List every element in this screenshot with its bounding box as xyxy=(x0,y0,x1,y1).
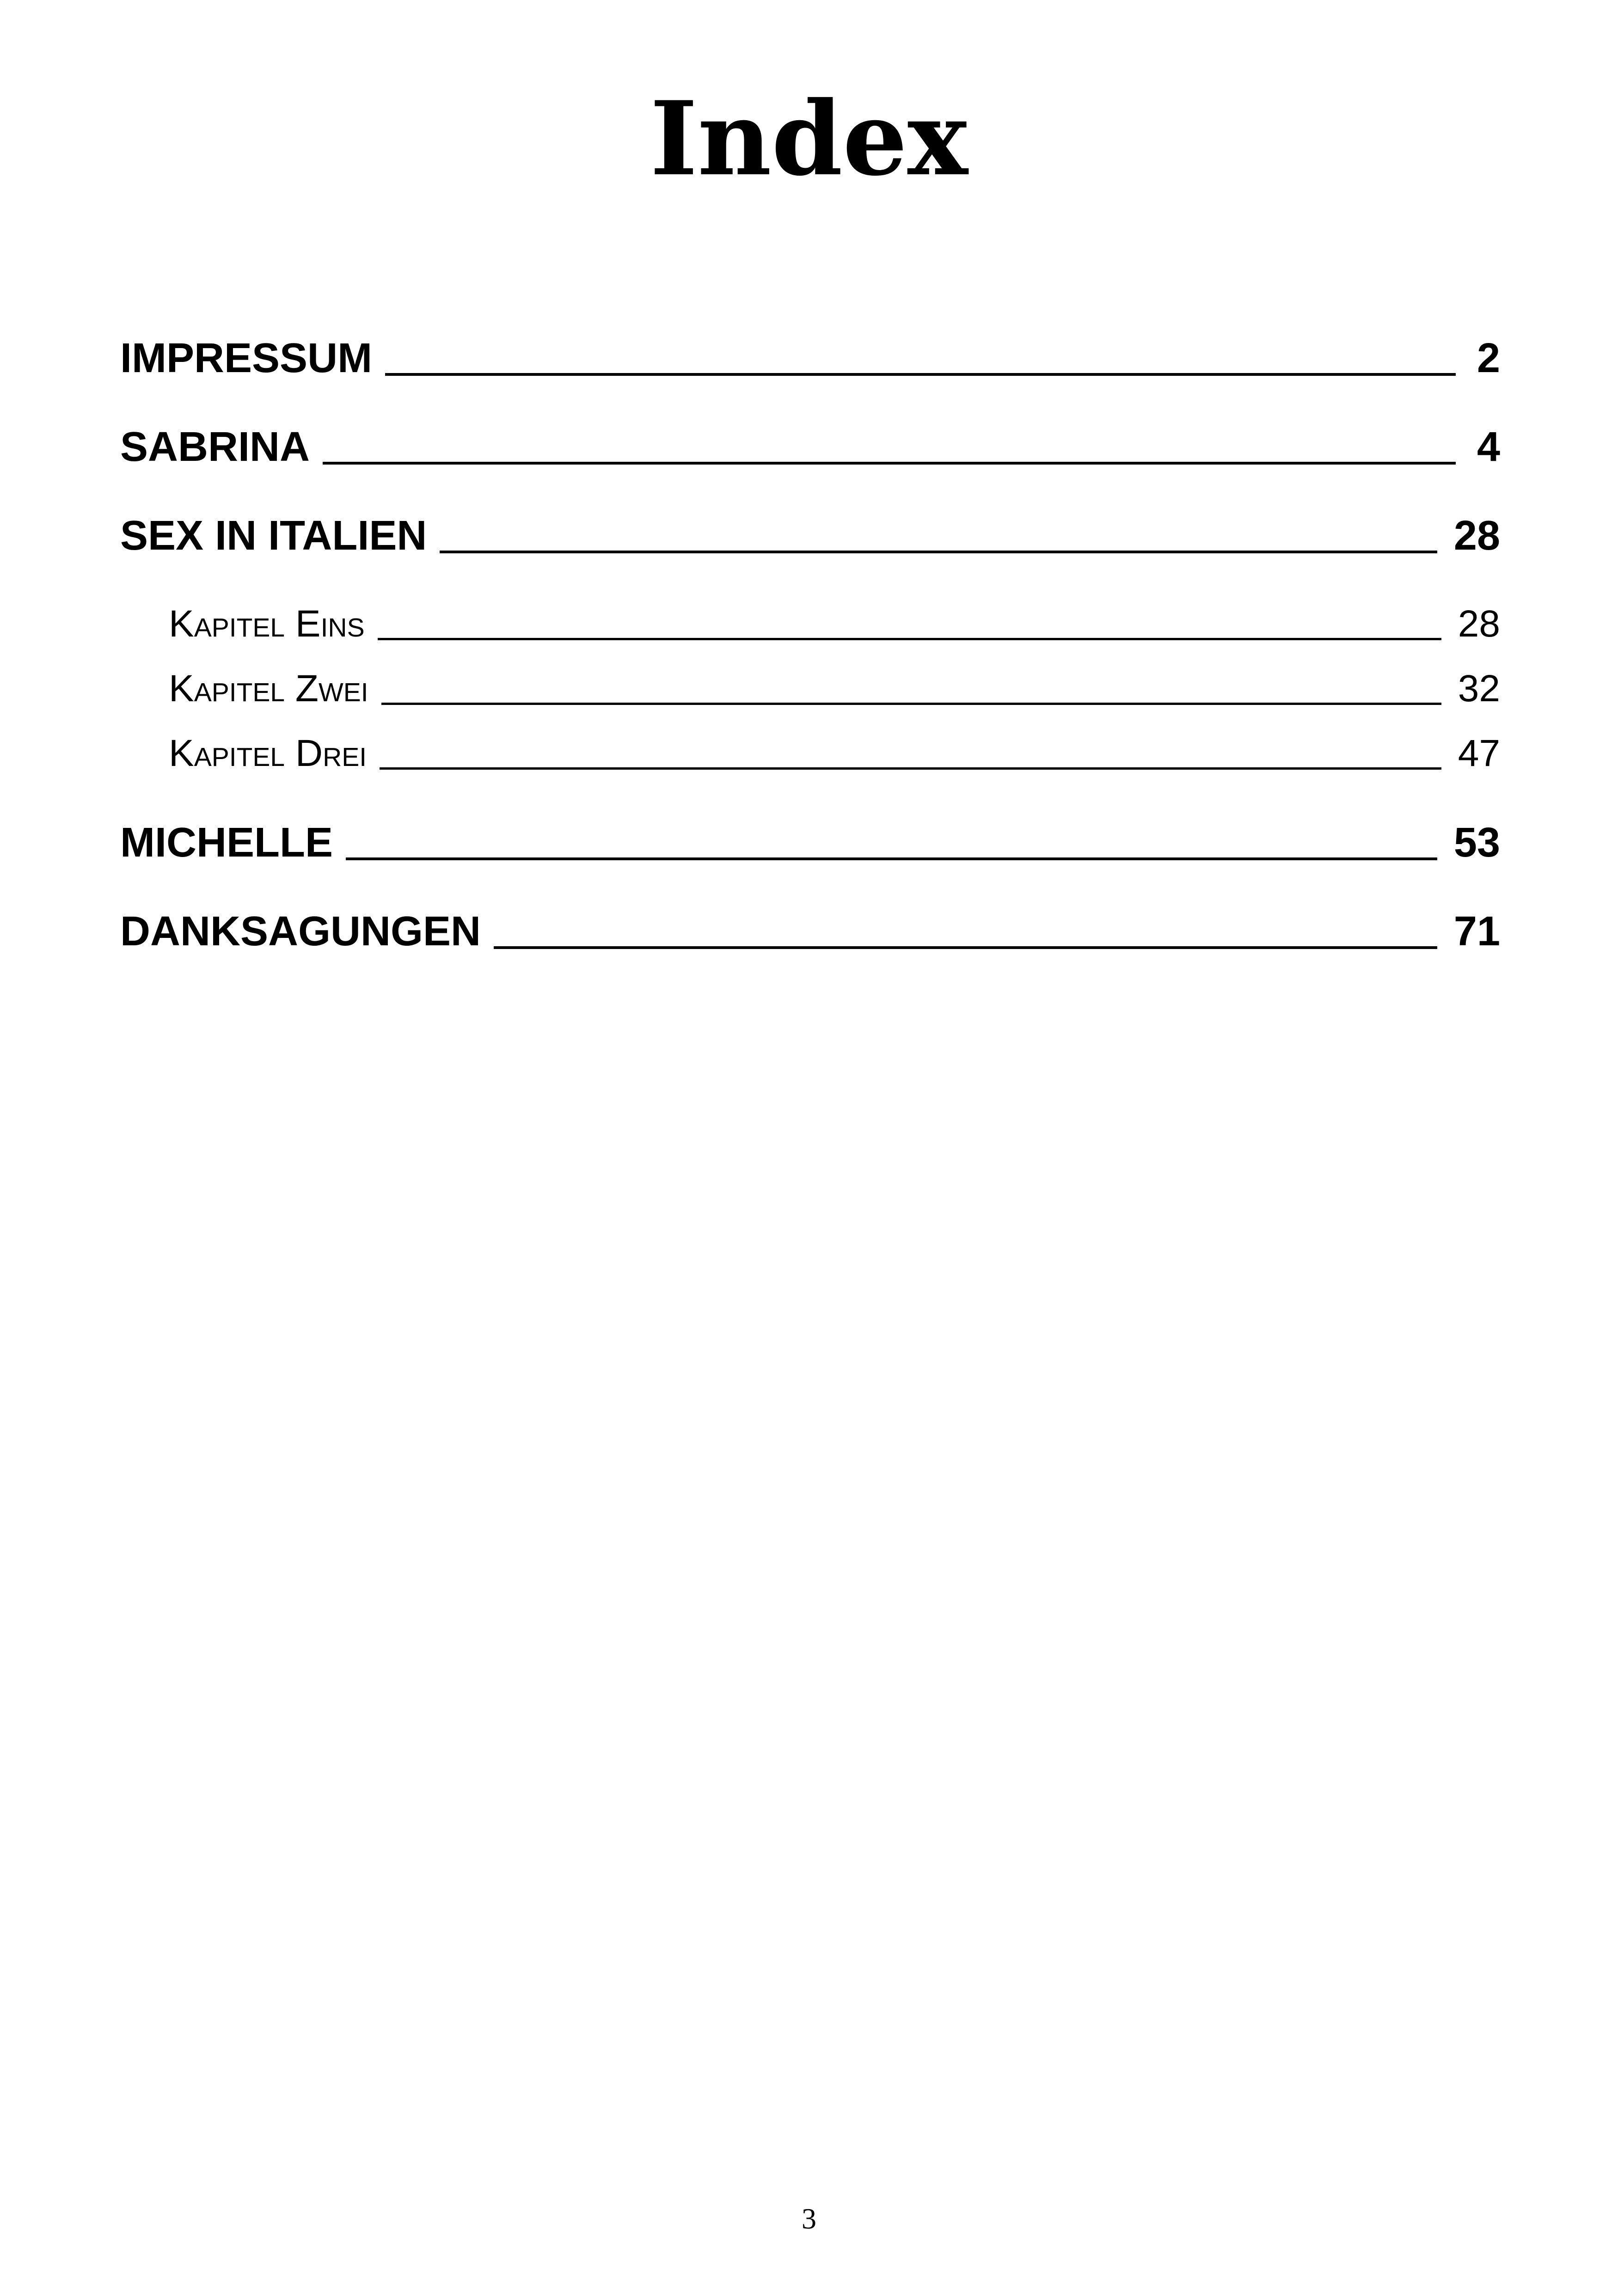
toc-leader-line xyxy=(494,946,1437,949)
toc-leader-line xyxy=(381,703,1441,705)
toc-entry-page-number: 71 xyxy=(1453,908,1500,955)
toc-entry-page-number: 28 xyxy=(1458,603,1500,645)
toc-entry-page-number: 32 xyxy=(1458,667,1500,710)
toc-leader-line xyxy=(378,638,1441,640)
page-title: Index xyxy=(650,79,968,198)
toc-entry-sex-in-italien[interactable] xyxy=(120,510,1500,561)
toc-entry-label: DANKSAGUNGEN xyxy=(120,908,481,955)
toc-entry-michelle[interactable] xyxy=(120,817,1500,868)
toc-entry-kapitel-eins[interactable] xyxy=(120,601,1500,647)
toc-entry-page-number: 53 xyxy=(1453,820,1500,866)
page-number: 3 xyxy=(802,2202,816,2235)
toc-leader-line xyxy=(323,462,1456,465)
toc-entry-label: SABRINA xyxy=(120,424,310,470)
toc-entry-page-number: 28 xyxy=(1453,513,1500,559)
toc-leader-line xyxy=(346,857,1437,860)
toc-entry-danksagungen[interactable] xyxy=(120,906,1500,957)
toc-entry-label: IMPRESSUM xyxy=(120,335,373,381)
toc-entry-label: Kapitel Zwei xyxy=(169,667,368,710)
toc-entry-impressum[interactable] xyxy=(120,333,1500,384)
toc-leader-line xyxy=(440,551,1437,553)
toc-entry-page-number: 47 xyxy=(1458,732,1500,774)
toc-entry-label: Kapitel Eins xyxy=(169,603,365,645)
toc-entry-label: SEX IN ITALIEN xyxy=(120,513,427,559)
toc-leader-line xyxy=(385,373,1456,376)
toc-entry-kapitel-zwei[interactable] xyxy=(120,666,1500,712)
toc-entry-page-number: 4 xyxy=(1477,424,1500,470)
toc-entry-kapitel-drei[interactable] xyxy=(120,730,1500,777)
toc-entry-label: Kapitel Drei xyxy=(169,732,367,774)
toc-entry-label: MICHELLE xyxy=(120,820,333,866)
toc-entry-sabrina[interactable] xyxy=(120,422,1500,472)
toc-entry-page-number: 2 xyxy=(1477,335,1500,381)
toc-leader-line xyxy=(380,767,1441,770)
